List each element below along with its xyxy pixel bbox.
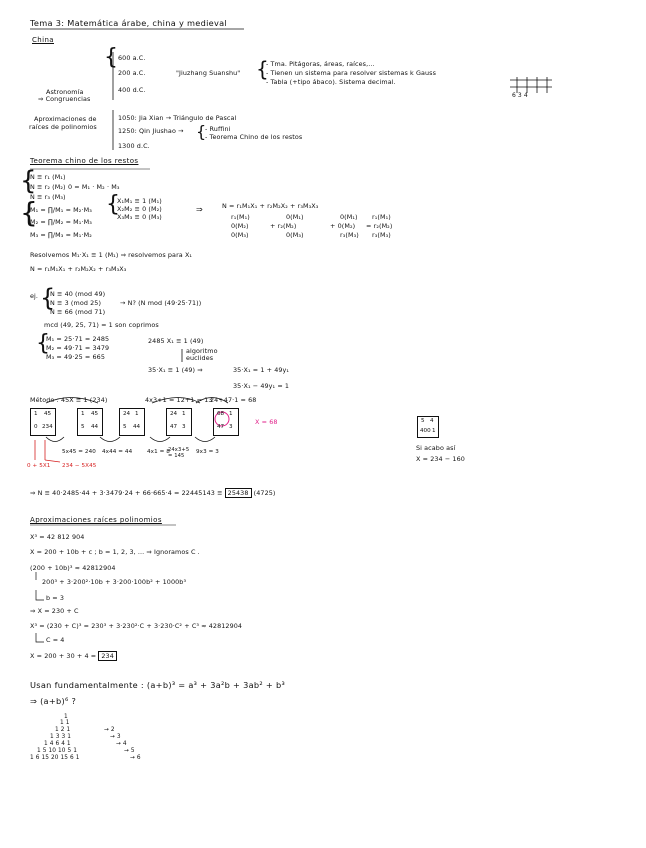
poly-line: X³ = 42 812 904 — [30, 533, 85, 541]
qin-note: - Ruffini — [205, 125, 231, 133]
poly-line: b = 3 — [46, 594, 65, 602]
crt-table-cell: r₁(M₁) — [231, 213, 250, 221]
date-200: 200 a.C. — [118, 69, 146, 77]
poly-heading: Aproximaciones raíces polinomios — [30, 516, 162, 524]
pascal-arrow: → 3 — [110, 734, 121, 740]
poly-line: X = 200 + 10b + c ; b = 1, 2, 3, ... ⇒ Ignoramos C . — [30, 548, 200, 556]
poly-line: X³ = (230 + C)³ = 230³ + 3·230²·C + 3·230·C² + C³ ≈ 42812904 — [30, 622, 243, 630]
crt-def: M₃ = ∏/M₃ = M₁·M₂ — [30, 231, 92, 239]
brace-icon: { — [196, 122, 207, 141]
crt-congr: X₁M₁ ≡ 1 (M₁) — [117, 197, 162, 205]
example-label: ej. — [30, 292, 39, 300]
work-note: - Tabla (+tipo ábaco). Sistema decimal. — [266, 78, 396, 86]
china-heading: China — [32, 36, 54, 44]
crt-table-cell: 0(M₂) — [231, 222, 249, 230]
implies-arrow: ⇒ — [196, 205, 203, 214]
side-note: Si acabo así — [416, 444, 456, 452]
jia-xian-note: 1050: Jia Xian → Triángulo de Pascal — [118, 114, 237, 122]
qin-note: - Teorema Chino de los restos — [205, 133, 303, 141]
method-op: 24x3+5 — [168, 447, 190, 453]
method-box: 24 1 47 3 — [166, 408, 192, 436]
pascal-row: 1 1 — [60, 720, 70, 726]
m-value: M₁ = 25·71 = 2485 — [46, 335, 110, 343]
example-eq: N ≡ 3 (mod 25) — [50, 299, 102, 307]
crt-eq: N ≡ r₁ (M₁) — [30, 173, 66, 181]
abacus-digits: 6 3 4 — [512, 92, 528, 99]
m-value: M₂ = 49·71 = 3479 — [46, 344, 110, 352]
final-boxed-value: 25438 — [225, 488, 252, 498]
brace-icon: { — [20, 166, 37, 196]
poly-line: ⇒ X = 230 + C — [30, 607, 79, 615]
crt-resolve: Resolvemos M₁·X₁ ≡ 1 (M₁) ⇒ resolvemos para X₁ — [30, 251, 193, 259]
pascal-arrow: → 4 — [116, 741, 127, 747]
method-box: 1 45 0 234 — [30, 408, 56, 436]
algo-label: algoritmo — [186, 347, 218, 355]
fundamental-formula: Usan fundamentalmente : (a+b)³ = a³ + 3a²b + 3ab² + b³ — [30, 680, 286, 690]
method-box: 68 1 47 3 — [213, 408, 239, 436]
x-result: X = 68 — [255, 418, 278, 426]
method-op: 4x1 = 8 — [147, 449, 170, 455]
method-box: 24 1 5 44 — [119, 408, 145, 436]
pascal-row: 1 3 3 1 — [50, 734, 71, 740]
brace-icon: { — [40, 284, 56, 312]
crt-congr: X₂M₂ ≡ 0 (M₂) — [117, 205, 162, 213]
poly-line: X = 200 + 30 + 4 = 234 — [30, 652, 117, 660]
pascal-row: 1 2 1 — [55, 727, 71, 733]
crt-table-cell: 0(M₁) — [340, 213, 358, 221]
coprime-note: mcd (49, 25, 71) = 1 son coprimos — [44, 321, 159, 329]
algo-label: euclides — [186, 354, 214, 362]
red-op: 234 − 5X45 — [62, 463, 97, 469]
crt-table-cell: 0(M₃) — [286, 231, 304, 239]
brace-icon: { — [256, 57, 269, 81]
crt-def: M₁ = ∏/M₁ = M₂·M₃ — [30, 206, 92, 214]
method-op: = 145 — [168, 453, 185, 459]
qin-jiushao-note: 1250: Qin Jiushao → — [118, 127, 184, 135]
brace-icon: { — [36, 331, 50, 356]
poly-boxed-value: 234 — [98, 651, 117, 661]
step-congruence: 35·X₁ ≡ 1 (49) ⇒ — [148, 366, 203, 374]
crt-table-cell: r₃(M₃) — [372, 231, 391, 239]
approx-label: raíces de polinomios — [29, 123, 97, 131]
work-note: - Tienen un sistema para resolver sistemas k Gauss — [266, 69, 437, 77]
crt-table-cell: 0(M₃) — [231, 231, 249, 239]
red-op: 0 + 5X1 — [27, 463, 51, 469]
pascal-row: 1 5 10 10 5 1 — [37, 748, 78, 754]
method-label: Método : 45X ≡ 1 (234) — [30, 396, 108, 404]
side-box: 5 4 400 1 — [417, 416, 439, 438]
abacus-icon — [510, 77, 552, 93]
crt-heading: Teorema chino de los restos — [30, 157, 139, 165]
step-congruence: 2485 X₁ ≡ 1 (49) — [148, 337, 204, 345]
crt-congr: X₃M₃ ≡ 0 (M₃) — [117, 213, 162, 221]
crt-product: 0 = M₁ · M₂ · M₃ — [68, 183, 120, 191]
pascal-arrow: → 2 — [104, 727, 115, 733]
method-op: 24+47·1 = 68 — [210, 396, 257, 404]
date-1300: 1300 d.C. — [118, 142, 150, 150]
method-op: 4x3+1 = 12+1 = 13 — [145, 396, 213, 404]
method-op: 4x44 = 44 — [102, 449, 133, 455]
astronomy-label: Astronomía — [46, 88, 84, 96]
date-400: 400 d.C. — [118, 86, 146, 94]
final-result: ⇒ N ≡ 40·2485·44 + 3·3479·24 + 66·665·4 = 22445143 ≡ 25438 (4725) — [30, 489, 276, 497]
poly-line: C = 4 — [46, 636, 65, 644]
brace-icon: { — [104, 45, 118, 70]
method-op: 5x45 = 240 — [62, 449, 96, 455]
work-title: "Jiuzhang Suanshu" — [176, 69, 241, 77]
approx-label: Aproximaciones de — [34, 115, 97, 123]
crt-eq: N ≡ r₂ (M₂) — [30, 183, 66, 191]
crt-table-cell: 0(M₁) — [286, 213, 304, 221]
pascal-arrow: → 6 — [130, 755, 141, 761]
method-box: 1 45 5 44 — [77, 408, 103, 436]
crt-eq: N ≡ r₃ (M₃) — [30, 193, 66, 201]
pascal-arrow: → 5 — [124, 748, 135, 754]
crt-table-cell: r₃(M₃) — [340, 231, 359, 239]
method-op: 9x3 = 3 — [196, 449, 219, 455]
page-title: Tema 3: Matemática árabe, china y medieval — [30, 18, 228, 28]
step-equation: 35·X₁ − 49y₁ = 1 — [233, 382, 290, 390]
example-eq: N ≡ 40 (mod 49) — [50, 290, 106, 298]
poly-line: 200³ + 3·200²·10b + 3·200·100b² + 1000b³ — [42, 578, 187, 586]
pascal-row: 1 4 6 4 1 — [44, 741, 71, 747]
work-note: - Tma. Pitágoras, áreas, raíces,... — [266, 60, 375, 68]
congruences-label: ⇒ Congruencias — [38, 95, 91, 103]
binomial-question: ⇒ (a+b)⁶ ? — [30, 696, 77, 706]
crt-table-cell: + r₂(M₂) — [270, 222, 297, 230]
pascal-row: 1 — [64, 714, 68, 720]
crt-formula: N = r₁M₁X₁ + r₂M₂X₂ + r₃M₃X₃ — [222, 202, 319, 210]
crt-table-cell: r₁(M₁) — [372, 213, 391, 221]
side-note: X = 234 − 160 — [416, 455, 465, 463]
example-question: → N? (N mod (49·25·71)) — [120, 299, 202, 307]
crt-table-cell: = r₂(M₂) — [366, 222, 393, 230]
example-eq: N ≡ 66 (mod 71) — [50, 308, 106, 316]
brace-icon: { — [106, 192, 120, 217]
crt-table-cell: + 0(M₂) — [330, 222, 356, 230]
m-value: M₃ = 49·25 = 665 — [46, 353, 106, 361]
poly-line: (200 + 10b)³ ≈ 42812904 — [30, 564, 116, 572]
crt-def: M₂ = ∏/M₂ = M₁·M₃ — [30, 218, 92, 226]
step-equation: 35·X₁ = 1 + 49y₁ — [233, 366, 290, 374]
pascal-row: 1 6 15 20 15 6 1 — [30, 755, 80, 761]
crt-result: N = r₁M₁X₁ + r₂M₂X₂ + r₃M₃X₃ — [30, 265, 127, 273]
brace-icon: { — [20, 196, 38, 229]
date-600: 600 a.C. — [118, 54, 146, 62]
